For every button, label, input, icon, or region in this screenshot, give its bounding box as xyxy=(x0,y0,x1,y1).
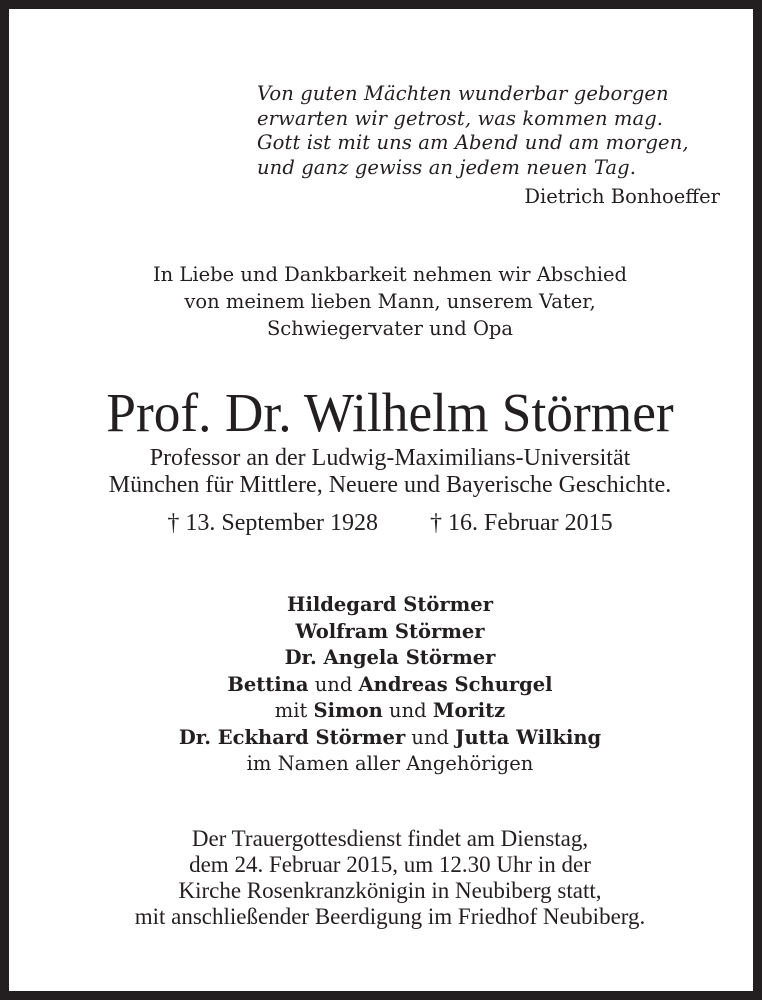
connector-text: mit xyxy=(274,699,314,722)
mourner-line xyxy=(9,698,762,725)
service-line: dem 24. Februar 2015, um 12.30 Uhr in der xyxy=(189,852,591,877)
deceased-title xyxy=(9,445,762,499)
mourner-name: Simon xyxy=(313,699,383,722)
mourner-name: Andreas Schurgel xyxy=(358,672,553,696)
mourner-name: Dr. Eckhard Störmer xyxy=(178,725,406,749)
mourner-name: Bettina xyxy=(227,672,309,696)
mourner-name: Hildegard Störmer xyxy=(287,593,493,616)
service-line: mit anschließender Beerdigung im Friedhof Neubiberg. xyxy=(134,904,646,929)
mourner-line xyxy=(9,645,762,672)
connector-text: und xyxy=(382,699,433,722)
mourner-line xyxy=(9,592,762,619)
mourner-name: Wolfram Störmer xyxy=(295,619,485,643)
service-line: Der Trauergottesdienst findet am Dienstag, xyxy=(191,826,589,851)
death-date: † 16. Februar 2015 xyxy=(430,510,613,536)
mourner-name: Dr. Angela Störmer xyxy=(284,646,496,669)
title-line: München für Mittlere, Neuere und Bayerische Geschichte. xyxy=(108,472,672,498)
mourners-list xyxy=(9,592,762,778)
service-line: Kirche Rosenkranzkönigin in Neubiberg statt, xyxy=(178,878,602,903)
mourner-line xyxy=(9,672,762,699)
intro-line: In Liebe und Dankbarkeit nehmen wir Abschied xyxy=(152,263,628,286)
mourner-name: Moritz xyxy=(432,699,506,722)
mourner-name: Jutta Wilking xyxy=(455,725,602,749)
quote-line: und ganz gewiss an jedem neuen Tag. xyxy=(257,155,637,179)
quote-author: Dietrich Bonhoeffer xyxy=(524,185,720,208)
quote-line: Von guten Mächten wunderbar geborgen xyxy=(257,82,669,105)
title-line: Professor an der Ludwig-Maximilians-Universität xyxy=(149,445,631,471)
mourner-line xyxy=(9,725,762,752)
birth-date: † 13. September 1928 xyxy=(167,510,378,536)
mourner-line xyxy=(9,619,762,646)
life-dates xyxy=(9,509,762,537)
quote-line: Gott ist mit uns am Abend und am morgen, xyxy=(257,131,689,154)
deceased-name: Prof. Dr. Wilhelm Störmer xyxy=(106,382,674,443)
funeral-service-info xyxy=(9,826,762,930)
intro-line: Schwiegervater und Opa xyxy=(266,317,514,340)
intro-line: von meinem lieben Mann, unserem Vater, xyxy=(184,290,596,313)
bonhoeffer-quote xyxy=(257,82,747,180)
farewell-intro xyxy=(9,261,762,342)
quote-line: erwarten wir getrost, was kommen mag. xyxy=(257,106,664,130)
connector-text: und xyxy=(405,725,456,749)
mourner-closing: im Namen aller Angehörigen xyxy=(246,752,534,775)
connector-text: und xyxy=(308,672,359,696)
